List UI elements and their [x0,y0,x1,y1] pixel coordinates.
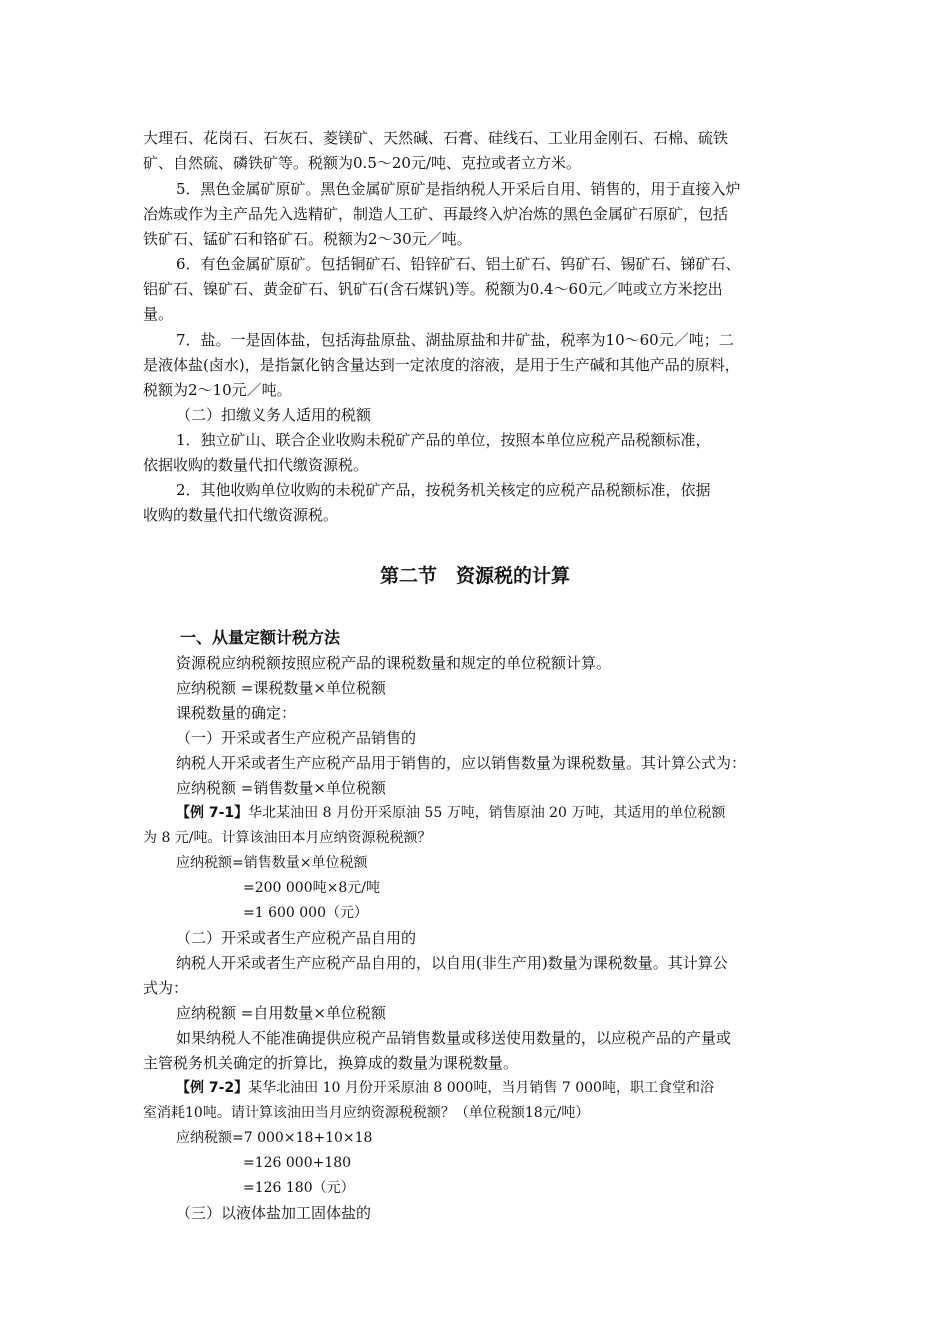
text-line: 1．独立矿山、联合企业收购未税矿产品的单位，按照本单位应税产品税额标准， [176,431,711,449]
calc-line: =126 000+180 [243,1155,352,1171]
text-line: 铁矿石、锰矿石和铬矿石。税额为2～30元／吨。 [143,230,472,248]
section-heading: 一、从量定额计税方法 [180,628,341,647]
calc-line: 应纳税额=销售数量×单位税额 [176,855,368,871]
calc-line: =200 000吨×8元/吨 [243,880,380,896]
text-line: 主管税务机关确定的折算比，换算成的数量为课税数量。 [143,1054,519,1072]
text-line: 式为： [143,979,189,997]
text-line: 2．其他收购单位收购的未税矿产品，按税务机关核定的应税产品税额标准，依据 [176,481,711,499]
text-line: 6．有色金属矿原矿。包括铜矿石、铅锌矿石、铝土矿石、钨矿石、锡矿石、锑矿石、 [176,255,741,273]
formula-line: 应纳税额 =课税数量×单位税额 [176,679,386,697]
text-line: 矿、自然硫、磷铁矿等。税额为0.5～20元/吨、克拉或者立方米。 [143,154,581,172]
example-text: 华北某油田 8 月份开采原油 55 万吨，销售原油 20 万吨，其适用的单位税额 [248,805,726,821]
chapter-title: 第二节 资源税的计算 [379,565,570,587]
text-line: 依据收购的数量代扣代缴资源税。 [143,456,369,474]
calc-line: =126 180（元） [243,1180,355,1196]
text-line: 收购的数量代扣代缴资源税。 [143,506,339,524]
text-line: 纳税人开采或者生产应税产品自用的，以自用(非生产用)数量为课税数量。其计算公 [176,954,728,972]
text-line: 量。 [143,305,174,323]
text-line: 大理石、花岗石、石灰石、菱镁矿、天然碱、石膏、硅线石、工业用金刚石、石棉、硫铁 [143,129,729,147]
formula-line: 应纳税额 =自用数量×单位税额 [176,1004,386,1022]
example-text: 某华北油田 10 月份开采原油 8 000吨，当月销售 7 000吨，职工食堂和浴 [248,1080,714,1096]
text-line: 资源税应纳税额按照应税产品的课税数量和规定的单位税额计算。 [176,654,612,672]
text-line: 纳税人开采或者生产应税产品用于销售的，应以销售数量为课税数量。其计算公式为： [176,754,747,772]
text-line: （三）以液体盐加工固体盐的 [176,1204,372,1222]
example-line [176,802,725,824]
example-label: 【例 7-2】 [176,1080,249,1096]
text-line: 课税数量的确定： [176,704,297,722]
example-line [176,1077,714,1099]
text-line: （二）开采或者生产应税产品自用的 [176,929,417,947]
text-line: 7．盐。一是固体盐，包括海盐原盐、湖盐原盐和井矿盐，税率为10～60元／吨；二 [176,331,734,349]
text-line: 如果纳税人不能准确提供应税产品销售数量或移送使用数量的，以应税产品的产量或 [176,1029,732,1047]
formula-line: 应纳税额 =销售数量×单位税额 [176,779,386,797]
text-line: 是液体盐(卤水)，是指氯化钠含量达到一定浓度的溶液，是用于生产碱和其他产品的原料， [143,356,740,374]
calc-line: =1 600 000（元） [243,905,368,921]
example-line: 室消耗10吨。请计算该油田当月应纳资源税税额？（单位税额18元/吨） [143,1105,590,1121]
section-title: （二）扣缴义务人适用的税额 [176,406,372,424]
text-line: 税额为2～10元／吨。 [143,381,292,399]
text-line: 铝矿石、镍矿石、黄金矿石、钒矿石(含石煤钒)等。税额为0.4～60元／吨或立方米挖出 [143,280,723,298]
text-line: 冶炼或作为主产品先入选精矿，制造人工矿、再最终入炉冶炼的黑色金属矿石原矿，包括 [143,205,729,223]
calc-line: 应纳税额=7 000×18+10×18 [176,1130,373,1146]
example-label: 【例 7-1】 [176,805,249,821]
example-line: 为 8 元/吨。计算该油田本月应纳资源税税额？ [143,830,432,846]
text-line: 5．黑色金属矿原矿。黑色金属矿原矿是指纳税人开采后自用、销售的，用于直接入炉 [176,180,741,198]
text-line: （一）开采或者生产应税产品销售的 [176,729,417,747]
